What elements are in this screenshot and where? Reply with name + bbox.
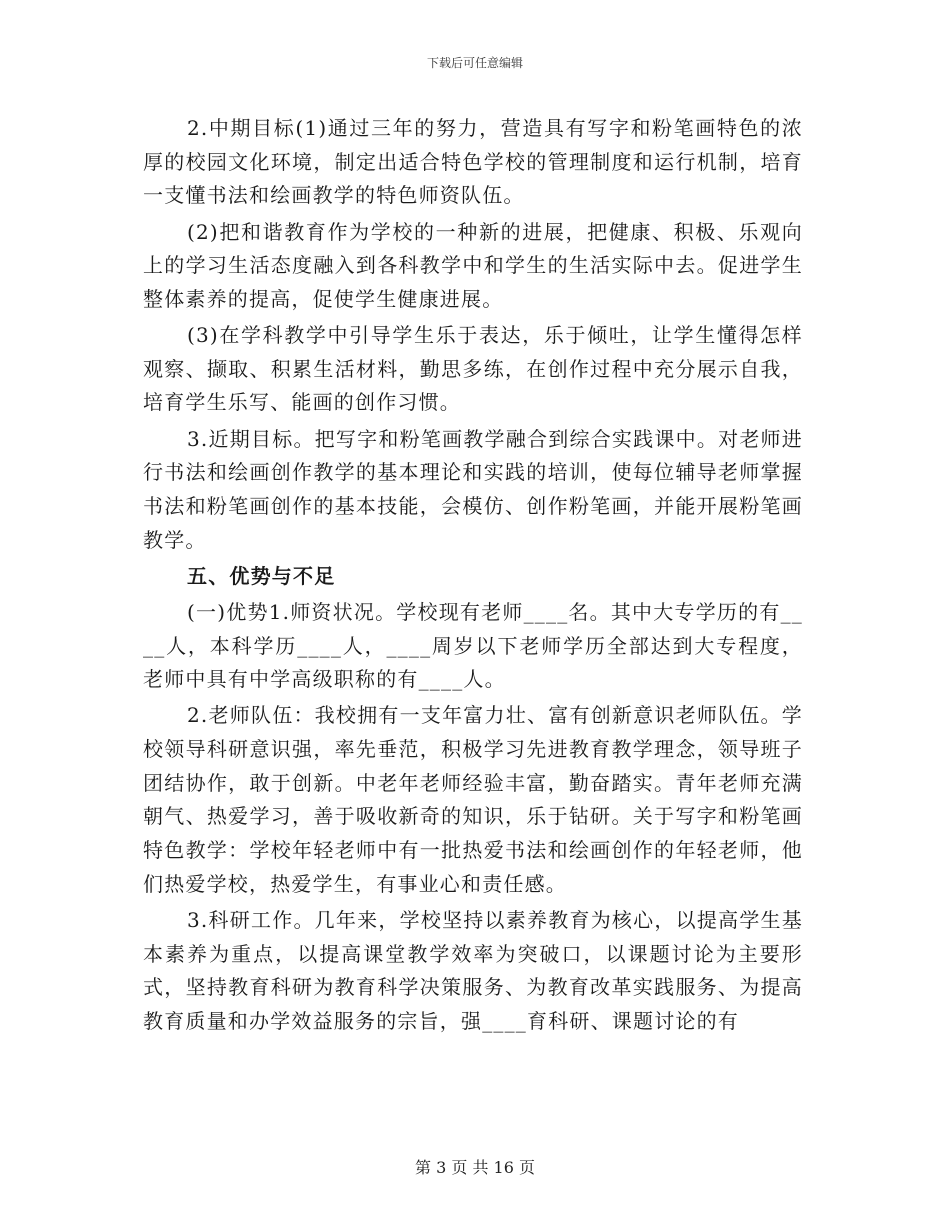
paragraph-mid-term-goal-1: 2.中期目标(1)通过三年的努力，营造具有写字和粉笔画特色的浓厚的校园文化环境，制定出适合特色学校的管理制度和运行机制，培育一支懂书法和绘画教学的特色师资队伍。 [143, 116, 803, 208]
paragraph-research-work: 3.科研工作。几年来，学校坚持以素养教育为核心，以提高学生基本素养为重点，以提高课堂教学效率为突破口，以课题讨论为主要形式，坚持教育科研为教育科学决策服务、为教育改革实践服务、为提高教育质量和办学效益服务的宗旨，强____育科研、课题讨论的有 [143, 907, 803, 1034]
paragraph-faculty-status: (一)优势1.师资状况。学校现有老师____名。其中大专学历的有____人，本科学历____人，____周岁以下老师学历全部达到大专程度，老师中具有中学高级职称的有____人。 [143, 599, 803, 692]
paragraph-mid-term-goal-2: (2)把和谐教育作为学校的一种新的进展，把健康、积极、乐观向上的学习生活态度融入到各科教学中和学生的生活实际中去。促进学生整体素养的提高，促使学生健康进展。 [143, 219, 803, 311]
section-heading: 五、优势与不足 [187, 563, 336, 588]
document-body [143, 112, 803, 1041]
paragraph-teacher-team: 2.老师队伍：我校拥有一支年富力壮、富有创新意识老师队伍。学校领导科研意识强，率先垂范，积极学习先进教育教学理念，领导班子团结协作，敢于创新。中老年老师经验丰富，勤奋踏实。青年老师充满朝气、热爱学习，善于吸收新奇的知识，乐于钻研。关于写字和粉笔画特色教学：学校年轻老师中有一批热爱书法和绘画创作的年轻老师，他们热爱学校，热爱学生，有事业心和责任感。 [143, 703, 803, 896]
paragraph-short-term-goal: 3.近期目标。把写字和粉笔画教学融合到综合实践课中。对老师进行书法和绘画创作教学的基本理论和实践的培训，使每位辅导老师掌握书法和粉笔画创作的基本技能，会模仿、创作粉笔画，并能开展粉笔画教学。 [143, 426, 803, 552]
page-header: 下载后可任意编辑 [426, 56, 523, 70]
paragraph-mid-term-goal-3: (3)在学科教学中引导学生乐于表达，乐于倾吐，让学生懂得怎样观察、撷取、积累生活材料，勤思多练，在创作过程中充分展示自我，培育学生乐写、能画的创作习惯。 [143, 323, 803, 415]
page-footer: 第 3 页 共 16 页 [415, 1158, 535, 1177]
